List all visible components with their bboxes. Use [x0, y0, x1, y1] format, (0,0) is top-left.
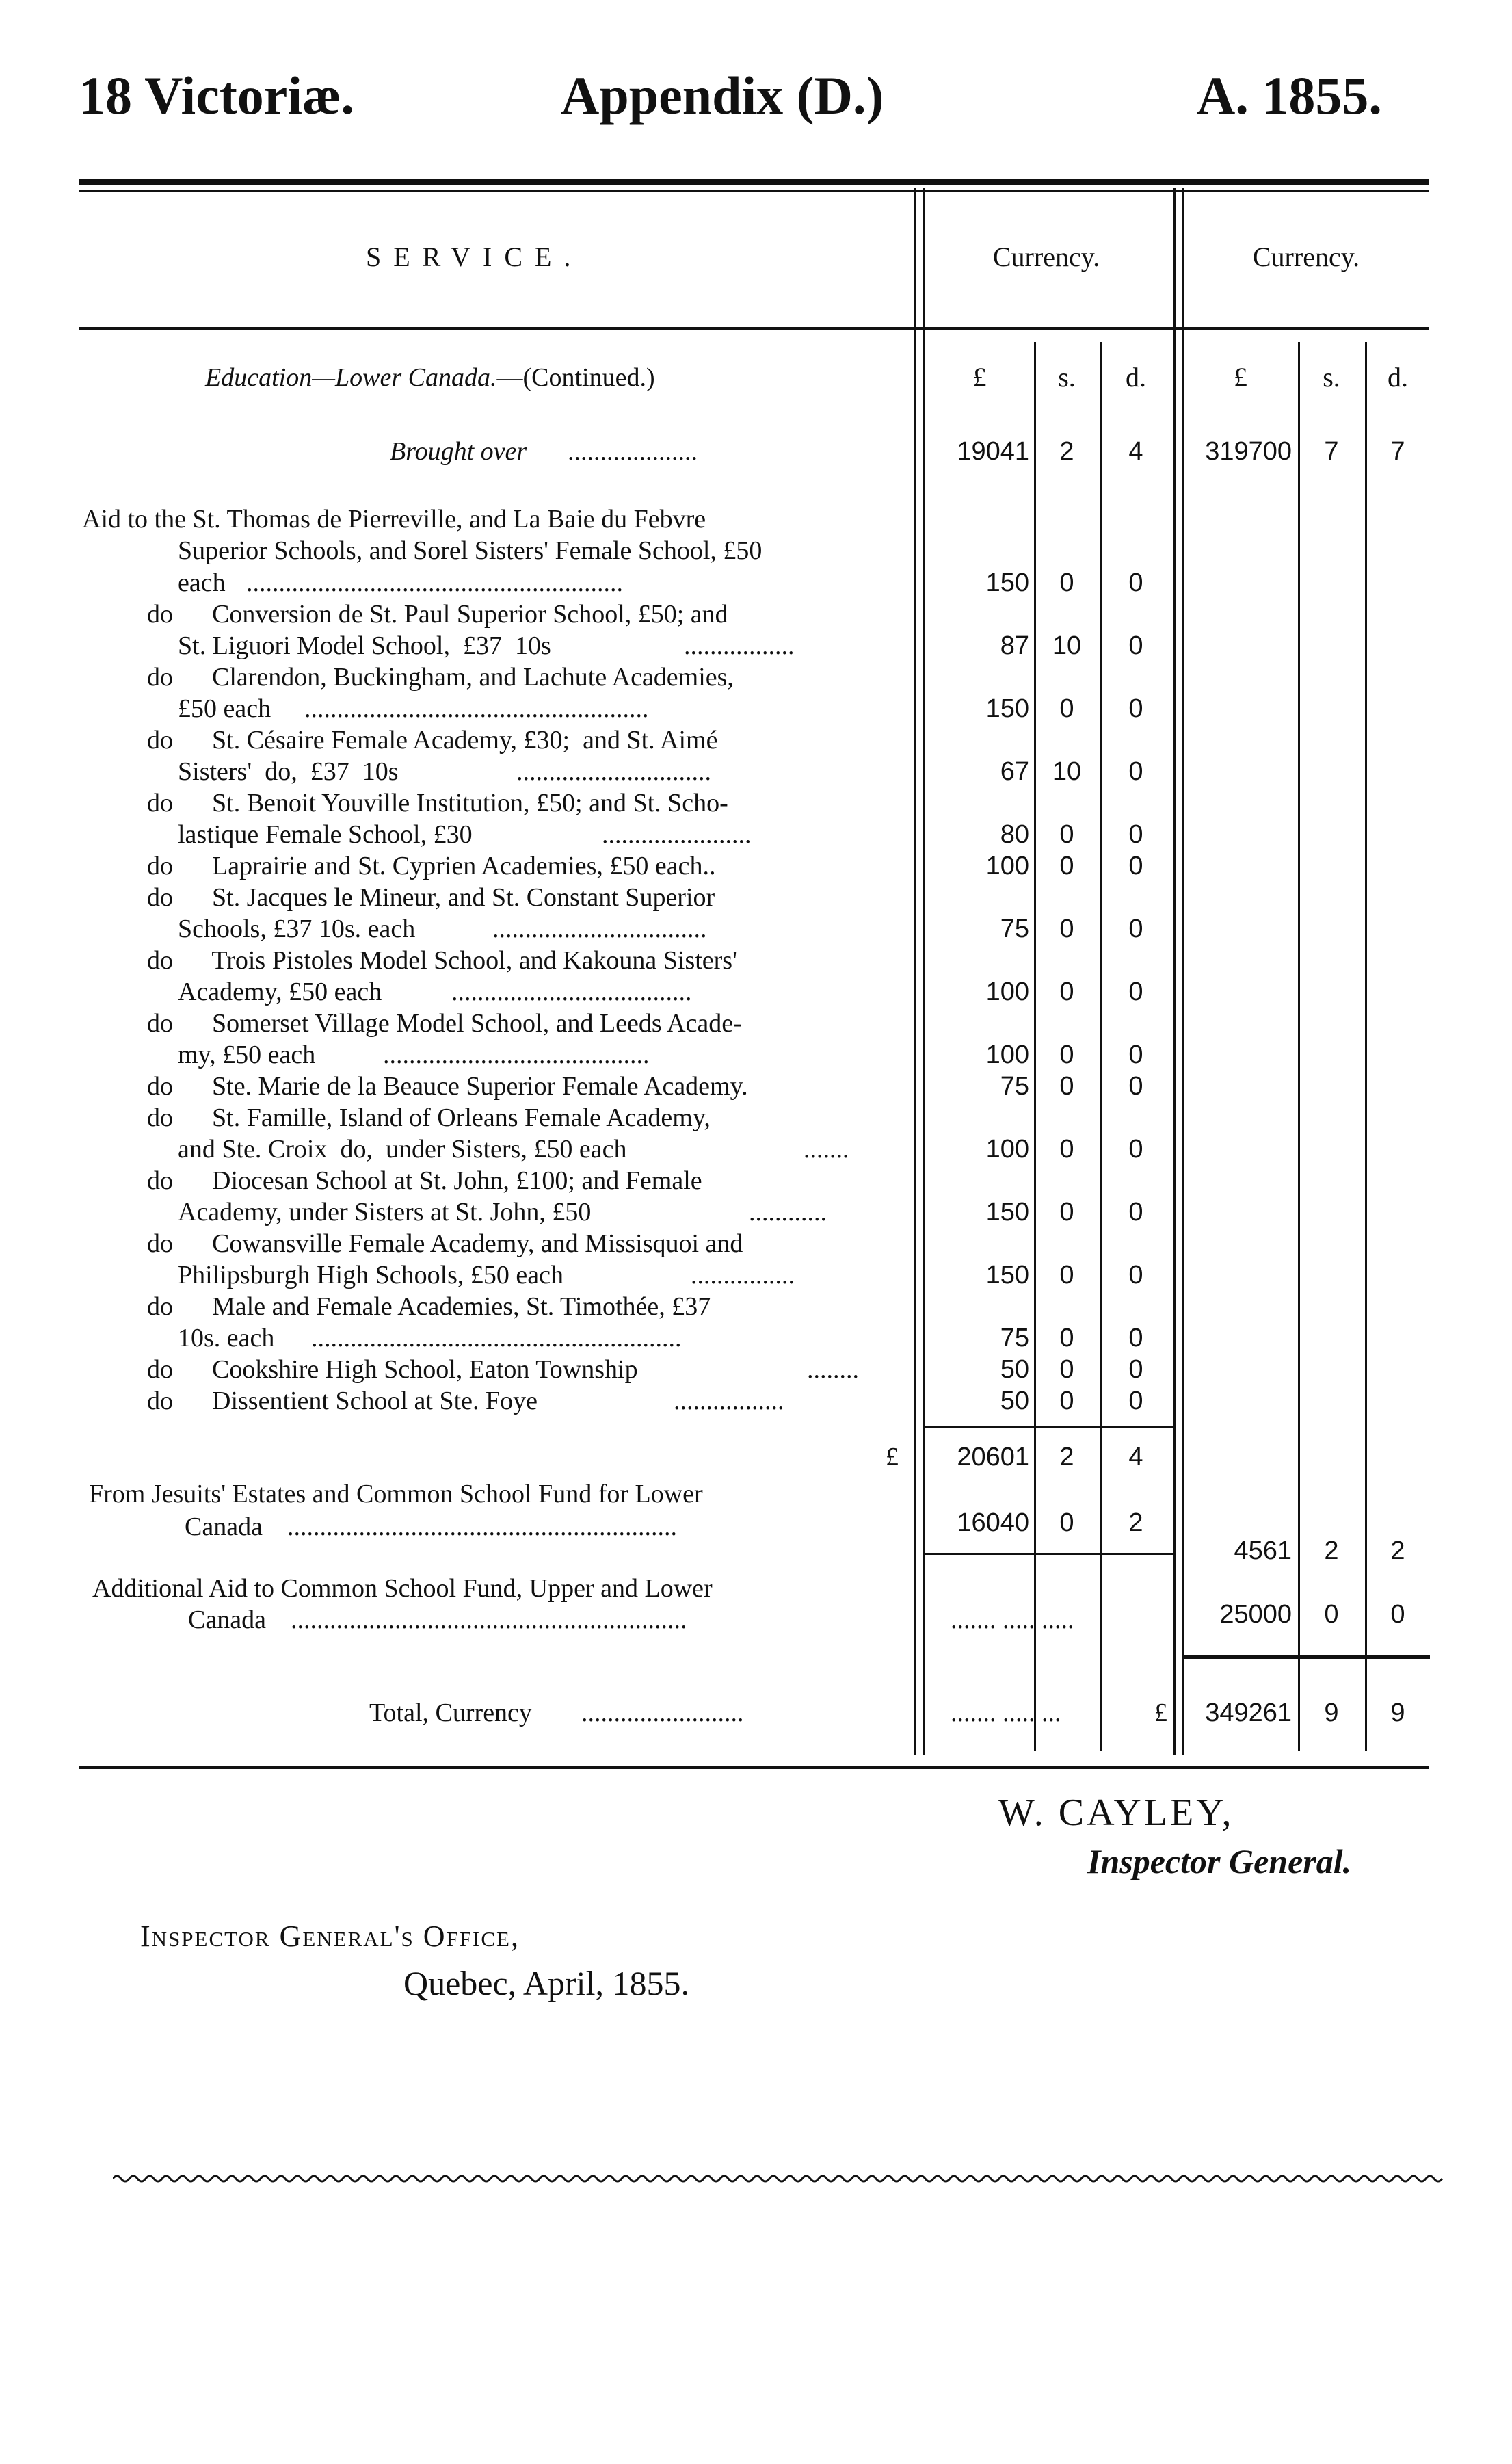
amount-pence: 0: [1128, 978, 1143, 1006]
leader-dots: .................: [684, 631, 795, 660]
aid-line: do St. Benoit Youville Institution, £50; and St. Scho-: [147, 789, 728, 817]
aid-line: Aid to the St. Thomas de Pierreville, and La Baie du Febvre: [82, 505, 706, 534]
aid-line: my, £50 each: [178, 1040, 316, 1069]
additional-pence-b: 0: [1390, 1600, 1405, 1629]
amount-shilling: 0: [1059, 1324, 1074, 1352]
additional-shilling-b: 0: [1324, 1600, 1339, 1629]
wavy-rule: [113, 2172, 1460, 2186]
leader-dots: ........: [807, 1355, 859, 1384]
amount-pound: 100: [985, 978, 1029, 1006]
amount-pound: 75: [1000, 1072, 1029, 1101]
amount-pence: 0: [1128, 1324, 1143, 1352]
unit-pence-1: d.: [1126, 362, 1146, 393]
amount-pence: 0: [1128, 852, 1143, 880]
amount-pound: 67: [1000, 757, 1029, 786]
aid-line: do Laprairie and St. Cyprien Academies, £50 each..: [147, 852, 716, 880]
unit-pence-2: d.: [1388, 362, 1408, 393]
amount-pence: 0: [1128, 1387, 1143, 1415]
subtotal-shilling: 2: [1059, 1443, 1074, 1471]
amount-shilling: 0: [1059, 1198, 1074, 1227]
jesuits-shilling-a: 0: [1059, 1508, 1074, 1537]
subtotal-rule: [925, 1426, 1173, 1428]
amount-pence: 0: [1128, 1198, 1143, 1227]
amount-shilling: 0: [1059, 1135, 1074, 1164]
total-pound-b: 349261: [1205, 1699, 1292, 1727]
subtotal-pound: 20601: [957, 1443, 1029, 1471]
aid-line: do Diocesan School at St. John, £100; and Female: [147, 1166, 702, 1195]
amount-pence: 0: [1128, 757, 1143, 786]
amount-shilling: 0: [1059, 820, 1074, 849]
leader-dots: .............................................................: [291, 1605, 687, 1634]
leader-dots: .................: [674, 1387, 784, 1415]
amount-shilling: 0: [1059, 568, 1074, 597]
col-rule-b: [1173, 188, 1176, 1755]
aid-line: £50 each: [178, 694, 271, 723]
amount-shilling: 0: [1059, 978, 1074, 1006]
leader-dots: ............: [749, 1198, 827, 1227]
unit-pound-1: £: [972, 362, 987, 393]
amount-pence: 0: [1128, 694, 1143, 723]
amount-pound: 100: [985, 1040, 1029, 1069]
amount-pound: 80: [1000, 820, 1029, 849]
amount-pound: 87: [1000, 631, 1029, 660]
jesuits-line-2: Canada: [185, 1512, 263, 1541]
brought-over-label: Brought over: [390, 437, 527, 466]
aid-line: and Ste. Croix do, under Sisters, £50 each: [178, 1135, 627, 1164]
signature-name: W. CAYLEY,: [998, 1792, 1234, 1834]
amount-shilling: 0: [1059, 1040, 1074, 1069]
unit-pound-2: £: [1234, 362, 1247, 393]
leader-dots: .................................: [492, 915, 707, 943]
aid-line: do Clarendon, Buckingham, and Lachute Academies,: [147, 663, 734, 692]
amount-shilling: 0: [1059, 1261, 1074, 1289]
col-rule-b2: [1182, 188, 1184, 1755]
aid-line: Sisters' do, £37 10s: [178, 757, 399, 786]
aid-line: do Somerset Village Model School, and Leeds Acade-: [147, 1009, 742, 1038]
col-rule-a: [914, 188, 916, 1755]
aid-line: each: [178, 568, 226, 597]
jesuits-line-1: From Jesuits' Estates and Common School Fund for Lower: [89, 1480, 703, 1508]
aid-line: Academy, £50 each: [178, 978, 382, 1006]
amount-pence: 0: [1128, 1355, 1143, 1384]
jesuits-pence-b: 2: [1390, 1536, 1405, 1565]
amount-pence: 0: [1128, 1072, 1143, 1101]
aid-line: do Trois Pistoles Model School, and Kakouna Sisters': [147, 946, 737, 975]
header-left: 18 Victoriæ.: [79, 66, 354, 125]
brought-over-pence-a: 4: [1128, 437, 1143, 466]
amount-shilling: 0: [1059, 1355, 1074, 1384]
brought-over-pound-b: 319700: [1205, 437, 1292, 466]
amount-pence: 0: [1128, 1040, 1143, 1069]
amount-pence: 0: [1128, 915, 1143, 943]
aid-line: Schools, £37 10s. each: [178, 915, 416, 943]
unit-shilling-2: s.: [1323, 362, 1340, 393]
total-pence-b: 9: [1390, 1699, 1405, 1727]
aid-line: do Dissentient School at Ste. Foye: [147, 1387, 538, 1415]
amount-pound: 50: [1000, 1355, 1029, 1384]
leader-dots: ....... ..... .....: [951, 1605, 1074, 1634]
amount-pound: 150: [985, 694, 1029, 723]
brought-over-shilling-b: 7: [1324, 437, 1339, 466]
aid-line: Philipsburgh High Schools, £50 each: [178, 1261, 564, 1289]
leader-dots: ..........................................................: [246, 568, 623, 597]
leader-dots: .........................: [581, 1699, 744, 1727]
aid-line: do St. Césaire Female Academy, £30; and St. Aimé: [147, 726, 718, 755]
amount-pound: 150: [985, 1198, 1029, 1227]
jesuits-pound-b: 4561: [1234, 1536, 1292, 1565]
aid-line: do St. Jacques le Mineur, and St. Constant Superior: [147, 883, 715, 912]
currency-heading-1: Currency.: [992, 241, 1100, 272]
brought-over-pence-b: 7: [1390, 437, 1405, 466]
amount-pound: 75: [1000, 915, 1029, 943]
leader-dots: .......................: [602, 820, 752, 849]
leader-dots: .....................................: [451, 978, 692, 1006]
total-label: Total, Currency: [369, 1699, 532, 1727]
amount-pound: 75: [1000, 1324, 1029, 1352]
total-rule: [1184, 1655, 1430, 1659]
leader-dots: ....... ..... ...: [951, 1699, 1061, 1727]
amount-shilling: 0: [1059, 1387, 1074, 1415]
jesuits-pence-a: 2: [1128, 1508, 1143, 1537]
col-rule-a2: [923, 188, 925, 1755]
aid-line: do Cookshire High School, Eaton Township: [147, 1355, 638, 1384]
leader-dots: ....................: [568, 437, 698, 466]
amount-shilling: 0: [1059, 1072, 1074, 1101]
leader-dots: .....................................................: [304, 694, 649, 723]
aid-line: Superior Schools, and Sorel Sisters' Female School, £50: [178, 536, 762, 565]
amount-pound: 150: [985, 1261, 1029, 1289]
total-shilling-b: 9: [1324, 1699, 1339, 1727]
amount-pound: 100: [985, 1135, 1029, 1164]
aid-line: Academy, under Sisters at St. John, £50: [178, 1198, 592, 1227]
additional-line-1: Additional Aid to Common School Fund, Upper and Lower: [92, 1574, 713, 1603]
leader-dots: .........................................................: [311, 1324, 682, 1352]
bottom-table-rule: [79, 1766, 1429, 1769]
amount-shilling: 10: [1052, 757, 1082, 786]
amount-shilling: 0: [1059, 694, 1074, 723]
additional-pound-b: 25000: [1219, 1600, 1292, 1629]
aid-line: St. Liguori Model School, £37 10s: [178, 631, 551, 660]
amount-shilling: 0: [1059, 915, 1074, 943]
leader-dots: ................: [691, 1261, 795, 1289]
amount-pound: 150: [985, 568, 1029, 597]
total-symbol: £: [1154, 1699, 1167, 1727]
aid-line: do Male and Female Academies, St. Timothée, £37: [147, 1292, 711, 1321]
brought-over-shilling-a: 2: [1059, 437, 1074, 466]
amount-shilling: 10: [1052, 631, 1082, 660]
top-thick-rule: [79, 179, 1429, 185]
aid-line: do Ste. Marie de la Beauce Superior Female Academy.: [147, 1072, 748, 1101]
unit-shilling-1: s.: [1058, 362, 1076, 393]
office-line-1: Inspector General's Office,: [140, 1919, 520, 1953]
top-thin-rule: [79, 190, 1429, 192]
subtotal-symbol: £: [886, 1443, 899, 1471]
jesuits-rule: [925, 1553, 1173, 1555]
amount-shilling: 0: [1059, 852, 1074, 880]
aid-line: do St. Famille, Island of Orleans Female Academy,: [147, 1103, 711, 1132]
amount-pound: 50: [1000, 1387, 1029, 1415]
jesuits-shilling-b: 2: [1324, 1536, 1339, 1565]
brought-over-pound-a: 19041: [957, 437, 1029, 466]
aid-line: do Conversion de St. Paul Superior School, £50; and: [147, 600, 728, 629]
leader-dots: .........................................: [383, 1040, 650, 1069]
subtotal-pence: 4: [1128, 1443, 1143, 1471]
section-title: Education—Lower Canada.—(Continued.): [205, 363, 655, 392]
amount-pence: 0: [1128, 820, 1143, 849]
leader-dots: ..............................: [516, 757, 711, 786]
amount-pence: 0: [1128, 1261, 1143, 1289]
amount-pence: 0: [1128, 568, 1143, 597]
header-divider: [79, 327, 1429, 330]
leader-dots: .......: [804, 1135, 849, 1164]
aid-line: lastique Female School, £30: [178, 820, 473, 849]
office-line-2: Quebec, April, 1855.: [403, 1964, 689, 2002]
leader-dots: ............................................................: [287, 1512, 677, 1541]
amount-pence: 0: [1128, 631, 1143, 660]
amount-pound: 100: [985, 852, 1029, 880]
header-right: A. 1855.: [1197, 66, 1382, 125]
additional-line-2: Canada: [188, 1605, 266, 1634]
aid-line: do Cowansville Female Academy, and Missisquoi and: [147, 1229, 743, 1258]
header-center: Appendix (D.): [561, 66, 884, 125]
jesuits-pound-a: 16040: [957, 1508, 1029, 1537]
amount-pence: 0: [1128, 1135, 1143, 1164]
currency-heading-2: Currency.: [1252, 241, 1360, 272]
service-heading: SERVICE.: [366, 241, 583, 272]
aid-line: 10s. each: [178, 1324, 275, 1352]
signature-title: Inspector General.: [1087, 1842, 1352, 1880]
